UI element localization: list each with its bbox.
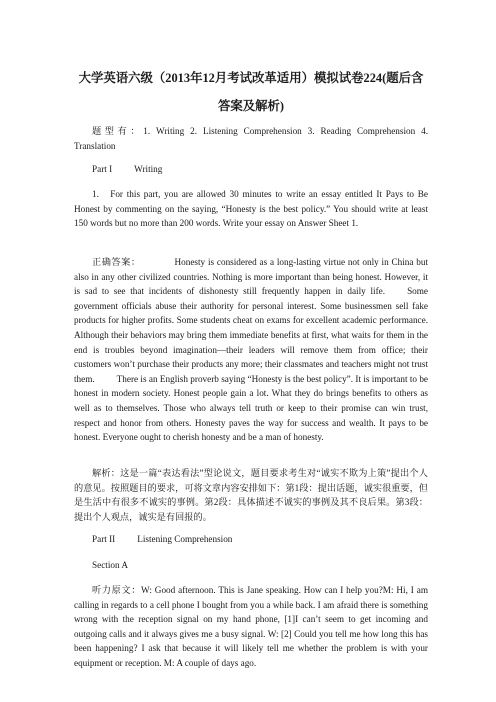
transcript-paragraph (74, 583, 428, 671)
question1-text: For this part, you are allowed 30 minutes to write an essay entitled It Pays to Be Honest by commenting on the saying, “Honesty is the best policy.” You should write at least 150 words but no more than 200 words. Write your essay on Answer Sheet 1. (74, 189, 429, 229)
answer-part1: Honesty is considered as a long-lasting virtue not only in China but also in any other civilized countries. Nothing is more important than being honest. However, it is sad to see that incidents of dishonesty still frequently happen in daily life. (74, 257, 428, 297)
answer-label: 正确答案： (92, 257, 141, 267)
part2-name: Listening Comprehension (137, 534, 233, 544)
part1-name: Writing (134, 164, 163, 174)
analysis-paragraph: 解析：这是一篇“表达看法”型论说文，题目要求考生对“诚实不欺为上策”提出个人的意见。按照题目的要求，可将文章内容安排如下：第1段：提出话题，诚实很重要，但是生活中有很多不诚实的事例。第2段：具体描述不诚实的事例及其不良后果。第3段：提出个人观点，诚实是有回报的。 (74, 468, 428, 522)
part2-label: Part II (92, 534, 116, 544)
document-title: 大学英语六级（2013年12月考试改革适用）模拟试卷224(题后含答案及解析) (78, 71, 424, 113)
part2-heading (92, 532, 232, 547)
part1-heading (92, 162, 162, 177)
answer-part2: Some government officials abuse their authority for personal interest. Some businessmen sell fake products for higher profits. Some students cheat on exams for excellent academic performance. Although their behaviors may bring them immediate benefits at first, what waits for them in the end is troubles beyond imagination—their leaders will remove them from office; their customers won’t purchase their products any more; their classmates and teachers might not trust them. (74, 286, 428, 384)
question-types: 题型有：1. Writing 2. Listening Comprehension 3. Reading Comprehension 4. Translation (74, 126, 428, 151)
answer-paragraph (74, 255, 428, 445)
transcript-text: W: Good afternoon. This is Jane speaking. How can I help you?M: Hi, I am calling in regards to a cell phone I bought from you a while back. I am afraid there is something wrong with the reception signal on my hand phone, [1]I can’t seem to get incoming and outgoing calls and it always gives me a busy signal. W: [2] Could you tell me how long this has been happening? I ask that because it will likely tell me whether the problem is with your equipment or reception. M: A couple of days ago. (74, 585, 428, 668)
answer-part3: There is an English proverb saying “Honesty is the best policy”. It is important to be honest in modern society. Honest people gain a lot. What they do brings benefits to others as well as to themselves. Those who always tell truth or keep to their promise can win trust, respect and honor from others. Honesty paves the way for success and wealth. It pays to be honest. Everyone ought to cherish honesty and be a man of honesty. (74, 373, 428, 443)
transcript-label: 听力原文： (92, 585, 142, 595)
part1-label: Part I (92, 164, 113, 174)
question1-number: 1. (92, 189, 99, 199)
section-heading: Section A (92, 560, 128, 570)
question1 (74, 187, 428, 231)
